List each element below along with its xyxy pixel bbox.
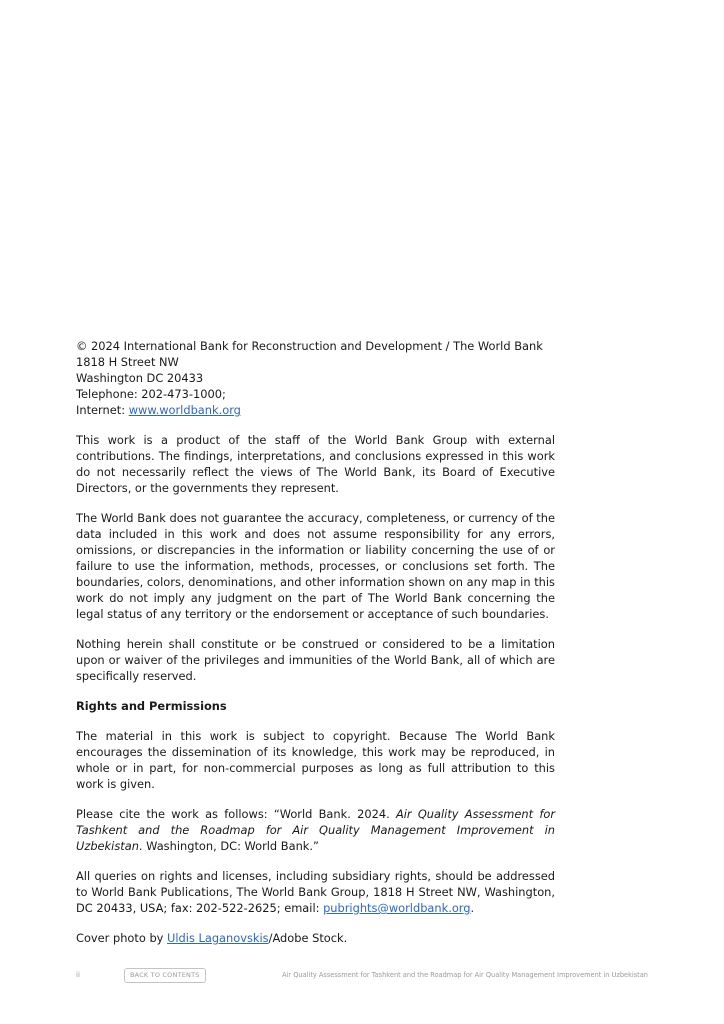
queries-text: All queries on rights and licenses, including subsidiary rights, should be addressed to World Bank Publications, The World Bank Group, 1818 H Street NW, Washington, DC 20433, USA; fax: 202-522-2625; email:	[76, 869, 555, 915]
copyright-line: © 2024 International Bank for Reconstruction and Development / The World Bank	[76, 339, 543, 353]
page-footer	[0, 968, 724, 984]
immunities-paragraph: Nothing herein shall constitute or be construed or considered to be a limitation upon or waiver of the privileges and immunities of the World Bank, all of which are specifically reserved.	[76, 637, 555, 683]
citation-suffix: . Washington, DC: World Bank.”	[138, 839, 319, 853]
city-line: Washington DC 20433	[76, 371, 204, 385]
queries-paragraph	[76, 868, 555, 916]
cover-photo-credit	[76, 930, 555, 946]
copyright-page-content	[76, 338, 555, 960]
rights-permissions-heading: Rights and Permissions	[76, 699, 227, 713]
internet-line	[76, 402, 555, 418]
queries-end: .	[470, 901, 475, 915]
copyright-paragraph: The material in this work is subject to copyright. Because The World Bank encourages the dissemination of its knowledge, this work may be reproduced, in whole or in part, for non-commercial purposes as long as full attribution to this work is given.	[76, 729, 555, 791]
cover-suffix: /Adobe Stock.	[268, 931, 348, 945]
accuracy-disclaimer-paragraph: The World Bank does not guarantee the accuracy, completeness, or currency of the data included in this work and does not assume responsibility for any errors, omissions, or discrepancies in the information or liability concerning the use of or failure to use the information, methods, processes, or conclusions set forth. The boundaries, colors, denominations, and other information shown on any map in this work do not imply any judgment on the part of The World Bank concerning the legal status of any territory or the endorsement or acceptance of such boundaries.	[76, 511, 555, 621]
cover-prefix: Cover photo by	[76, 931, 168, 945]
worldbank-website-link[interactable]: www.worldbank.org	[128, 403, 241, 417]
citation-prefix: Please cite the work as follows: “World Bank. 2024.	[76, 807, 396, 821]
internet-label: Internet:	[76, 403, 129, 417]
telephone-line: Telephone: 202-473-1000;	[76, 387, 226, 401]
staff-disclaimer-paragraph: This work is a product of the staff of the World Bank Group with external contributions. The findings, interpretations, and conclusions expressed in this work do not necessarily reflect the views of The World Bank, its Board of Executive Directors, or the governments they represent.	[76, 433, 555, 495]
citation-paragraph	[76, 806, 555, 854]
photographer-link[interactable]: Uldis Laganovskis	[167, 931, 269, 945]
pubrights-email-link[interactable]: pubrights@worldbank.org	[323, 901, 471, 915]
page-number: ii	[76, 971, 80, 979]
street-line: 1818 H Street NW	[76, 355, 179, 369]
citation-title: Air Quality Assessment for Tashkent and the Roadmap for Air Quality Management Improvement in Uzbekistan	[76, 807, 556, 853]
address-block	[76, 338, 555, 418]
footer-report-title: Air Quality Assessment for Tashkent and the Roadmap for Air Quality Management Improvement in Uzbekistan	[282, 971, 648, 979]
back-to-contents-button[interactable]: BACK TO CONTENTS	[124, 968, 206, 983]
